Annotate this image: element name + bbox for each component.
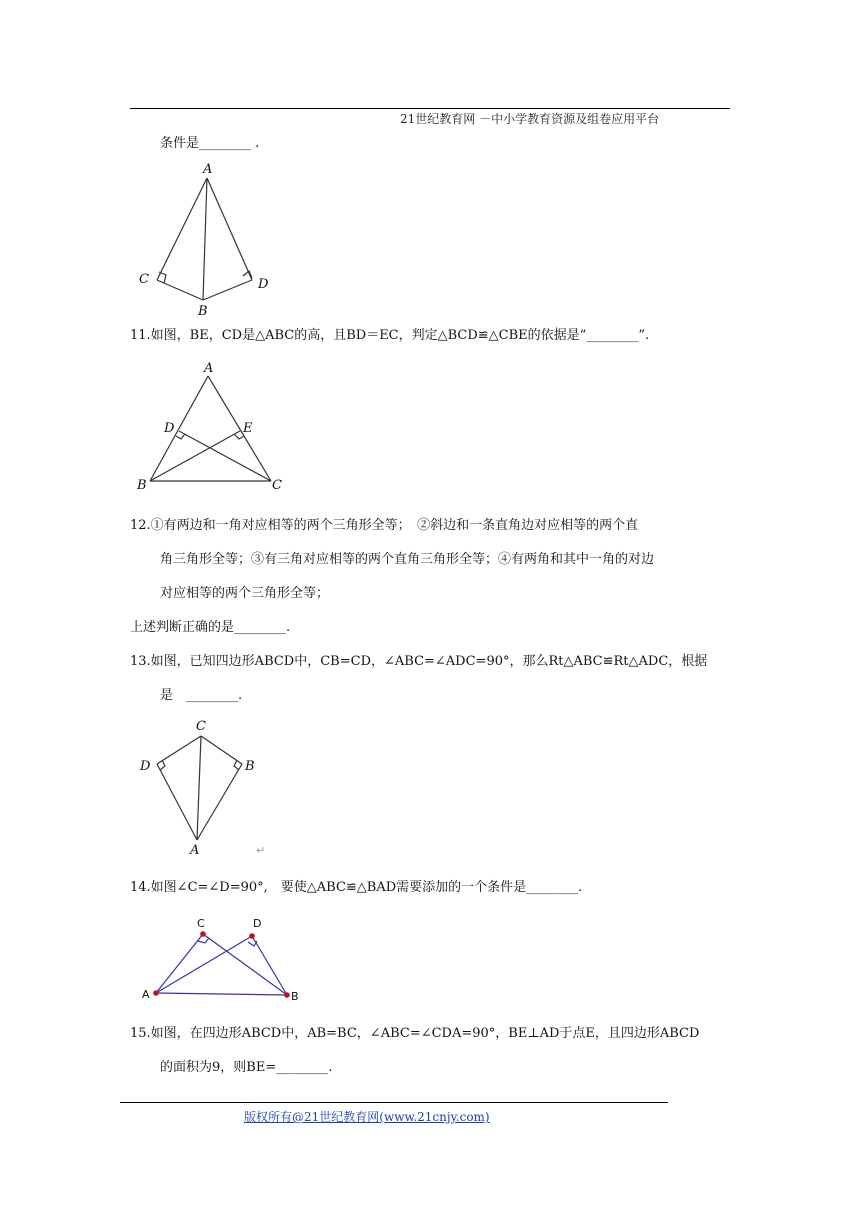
fig10-label-b: B	[198, 304, 208, 318]
q12-line-3: 对应相等的两个三角形全等；	[160, 586, 330, 601]
figure-q13-kite	[130, 716, 270, 858]
q12-line-4: 上述判断正确的是________.	[130, 620, 291, 635]
q14-text: 14.如图∠C=∠D=90°, 要使△ABC≌△BAD需要添加的一个条件是________.	[130, 880, 583, 895]
footer-rule	[120, 1102, 668, 1103]
header-site-name: 21世纪教育网 －中小学教育资源及组卷应用平台	[400, 112, 660, 126]
figure-q11-triangle	[130, 360, 290, 494]
fig11-label-e: E	[243, 421, 253, 436]
fig11-label-b: B	[137, 478, 147, 493]
fig13-label-d: D	[140, 759, 151, 774]
fig13-label-a: A	[190, 843, 200, 858]
fig10-label-d: D	[258, 277, 269, 292]
q13-line-2: 是 ________.	[160, 688, 243, 703]
q15-line-1: 15.如图，在四边形ABCD中，AB=BC，∠ABC=∠CDA=90°，BE⊥AD于点E，且四边形ABCD	[130, 1026, 700, 1041]
return-mark: ↵	[256, 844, 266, 857]
fig10-label-c: C	[139, 272, 149, 287]
header-rule	[130, 108, 730, 109]
fig14-label-b: B	[291, 990, 299, 1003]
fig14-label-d: D	[253, 917, 262, 930]
fig13-label-c: C	[196, 719, 206, 734]
fig13-label-b: B	[245, 759, 255, 774]
figure-q10-kite	[130, 158, 290, 318]
q13-line-1: 13.如图，已知四边形ABCD中，CB=CD，∠ABC=∠ADC=90°，那么Rt△ABC≌Rt△ADC，根据	[130, 654, 708, 669]
q15-line-2: 的面积为9，则BE=________.	[160, 1060, 333, 1075]
q12-line-1: 12.①有两边和一角对应相等的两个三角形全等； ②斜边和一条直角边对应相等的两个直	[130, 518, 639, 533]
fig11-label-d: D	[164, 421, 175, 436]
fig11-label-c: C	[272, 478, 282, 493]
q11-text: 11.如图，BE，CD是△ABC的高，且BD＝EC，判定△BCD≌△CBE的依据是“________”.	[130, 328, 650, 343]
figure-q14-triangles	[135, 912, 310, 1008]
fig10-label-a: A	[203, 162, 213, 177]
fig14-label-a: A	[142, 988, 150, 1001]
fig14-label-c: C	[197, 917, 205, 930]
q10-tail-text: 条件是________ .	[160, 136, 260, 151]
q12-line-2: 角三角形全等；③有三角对应相等的两个直角三角形全等；④有两角和其中一角的对边	[160, 552, 655, 567]
fig11-label-a: A	[204, 361, 214, 376]
footer-copyright-link[interactable]: 版权所有@21世纪教育网(www.21cnjy.com)	[244, 1110, 490, 1124]
